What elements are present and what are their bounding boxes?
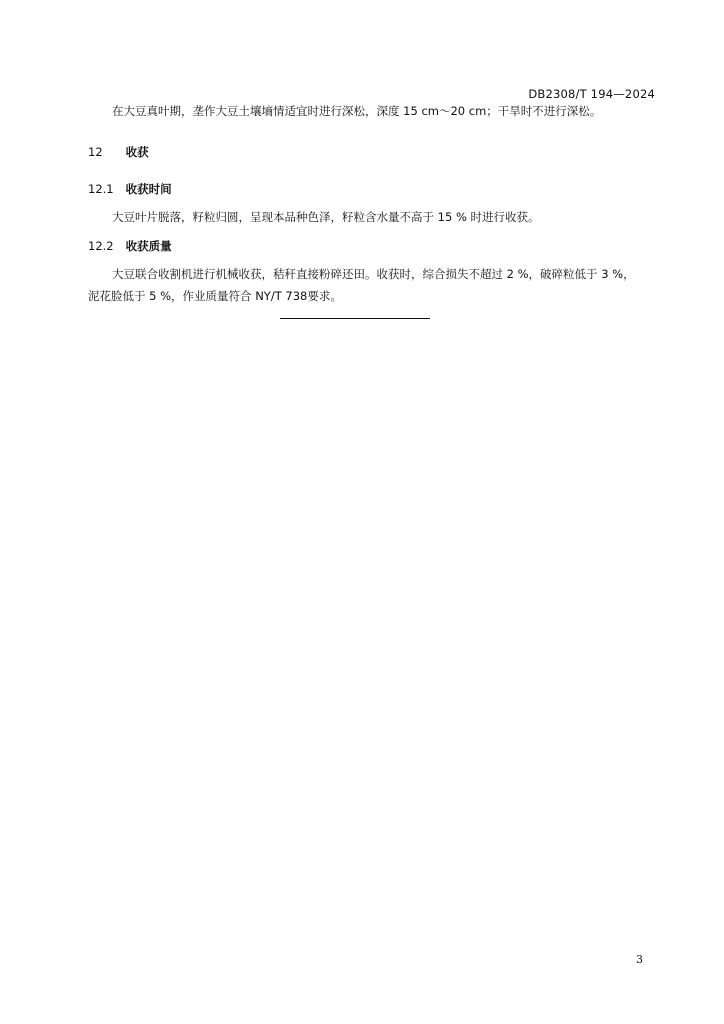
section-number: 12 [88, 145, 103, 159]
section-heading-12 [88, 144, 149, 160]
subsection-heading-12-1 [88, 181, 172, 197]
subsection-12-2-text-line1: 大豆联合收割机进行机械收获，秸秆直接粉碎还田。收获时，综合损失不超过 2 %，破碎粒低于 3 %， [112, 267, 635, 281]
document-code: DB2308/T 194—2024 [528, 87, 655, 101]
end-of-document-rule [280, 318, 430, 319]
section-title: 收获 [125, 145, 149, 159]
subsection-12-2-text-line2: 泥花脸低于 5 %，作业质量符合 NY/T 738要求。 [88, 289, 342, 303]
subsection-number: 12.2 [88, 239, 114, 253]
subsection-number: 12.1 [88, 182, 114, 196]
subsection-heading-12-2 [88, 238, 172, 254]
subsection-title: 收获时间 [125, 182, 172, 196]
intro-paragraph: 在大豆真叶期，垄作大豆土壤墒情适宜时进行深松，深度 15 cm～20 cm；干旱时不进行深松。 [112, 104, 602, 118]
page-number: 3 [636, 953, 643, 966]
subsection-title: 收获质量 [125, 239, 172, 253]
subsection-12-1-text: 大豆叶片脱落，籽粒归圆，呈现本品种色泽，籽粒含水量不高于 15 % 时进行收获。 [112, 210, 540, 224]
